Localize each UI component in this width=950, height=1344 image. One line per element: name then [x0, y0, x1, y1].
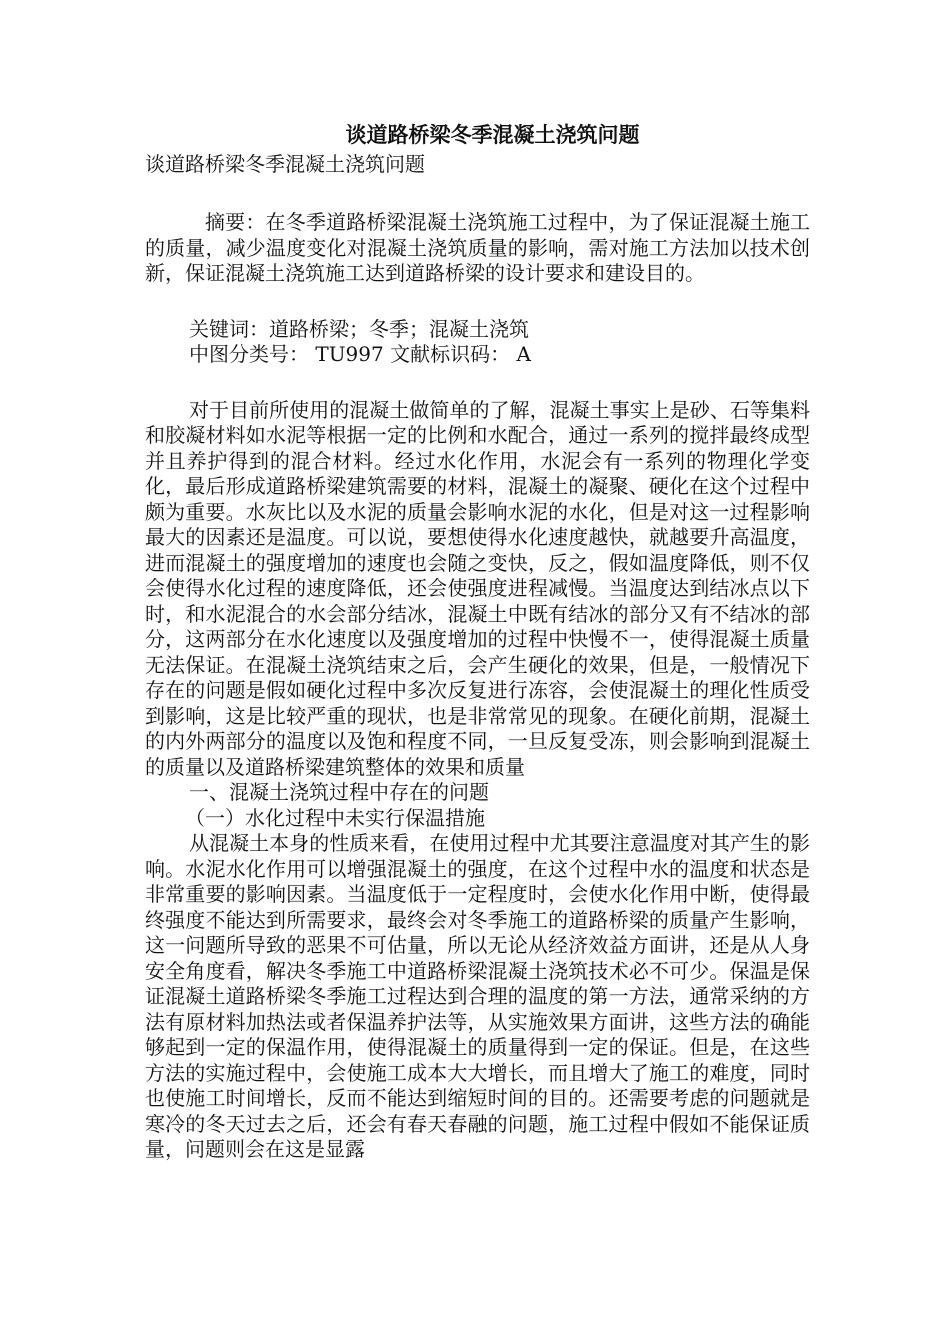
document-subtitle: 谈道路桥梁冬季混凝土浇筑问题	[145, 152, 425, 176]
section-heading: 一、混凝土浇筑过程中存在的问题	[189, 780, 489, 804]
classification-line: 中图分类号： TU997 文献标识码： A	[189, 342, 531, 366]
spacer	[145, 287, 810, 317]
intro-paragraph: 对于目前所使用的混凝土做简单的了解，混凝土事实上是砂、石等集料和胶凝材料如水泥等根据一定的比例和水配合，通过一系列的搅拌最终成型并且养护得到的混合材料。经过水化作用，水泥会有一系列的物理化学变化，最后形成道路桥梁建筑需要的材料，混凝土的凝聚、硬化在这个过程中颇为重要。水灰比以及水泥的质量会影响水泥的水化，但是对这一过程影响最大的因素还是温度。可以说，要想使得水化速度越快，就越要升高温度，进而混凝土的强度增加的速度也会随之变快，反之，假如温度降低，则不仅会使得水化过程的速度降低，还会使强度进程减慢。当温度达到结冰点以下时，和水泥混合的水会部分结冰，混凝土中既有结冰的部分又有不结冰的部分，这两部分在水化速度以及强度增加的过程中快慢不一，使得混凝土质量无法保证。在混凝土浇筑结束之后，会产生硬化的效果，但是，一般情况下存在的问题是假如硬化过程中多次反复进行冻容，会使混凝土的理化性质受到影响，这是比较严重的现状，也是非常常见的现象。在硬化前期，混凝土的内外两部分的温度以及饱和程度不同，一旦反复受冻，则会影响到混凝土的质量以及道路桥梁建筑整体的效果和质量	[145, 397, 810, 779]
document-page	[145, 120, 810, 1163]
subsection-heading: （一）水化过程中未实行保温措施	[185, 805, 485, 830]
keywords-line: 关键词：道路桥梁；冬季；混凝土浇筑	[189, 316, 529, 341]
document-title: 谈道路桥梁冬季混凝土浇筑问题	[345, 122, 640, 147]
spacer	[145, 178, 810, 210]
abstract-paragraph: 摘要：在冬季道路桥梁混凝土浇筑施工过程中，为了保证混凝土施工的质量，减少温度变化对混凝土浇筑质量的影响，需对施工方法加以技术创新，保证混凝土浇筑施工达到道路桥梁的设计要求和建设目的。	[145, 210, 810, 285]
body-paragraph: 从混凝土本身的性质来看，在使用过程中尤其要注意温度对其产生的影响。水泥水化作用可以增强混凝土的强度，在这个过程中水的温度和状态是非常重要的影响因素。当温度低于一定程度时，会使水化作用中断，使得最终强度不能达到所需要求，最终会对冬季施工的道路桥梁的质量产生影响，这一问题所导致的恶果不可估量，所以无论从经济效益方面讲，还是从人身安全角度看，解决冬季施工中道路桥梁混凝土浇筑技术必不可少。保温是保证混凝土道路桥梁冬季施工过程达到合理的温度的第一方法，通常采纳的方法有原材料加热法或者保温养护法等，从实施效果方面讲，这些方法的确能够起到一定的保温作用，使得混凝土的质量得到一定的保证。但是，在这些方法的实施过程中，会使施工成本大大增长，而且增大了施工的难度，同时也使施工时间增长，反而不能达到缩短时间的目的。还需要考虑的问题就是寒冷的冬天过去之后，还会有春天春融的问题，施工过程中假如不能保证质量，问题则会在这是显露	[145, 831, 810, 1161]
spacer	[145, 368, 810, 398]
